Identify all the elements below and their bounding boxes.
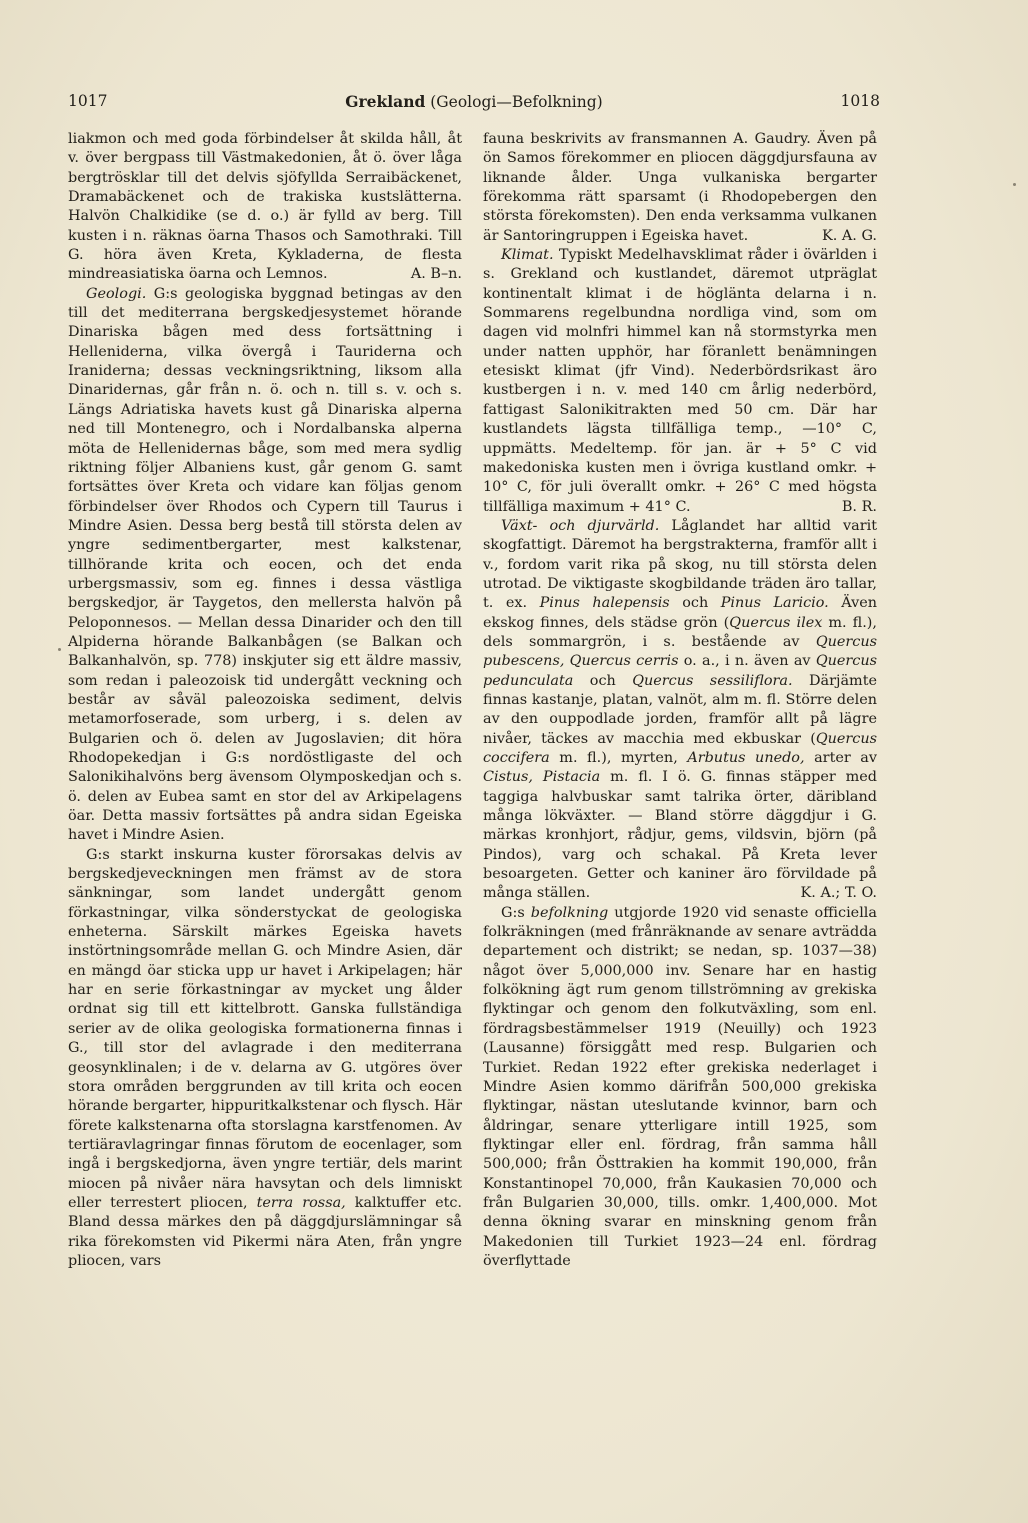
italic-term: terra rossa, bbox=[256, 1194, 346, 1211]
paragraph-population bbox=[483, 904, 877, 1272]
paragraph-text: Därjämte finnas kastanje, platan, valnöt, alm m. fl. Större delen av den ouppodlade jorden, framför allt på lägre nivåer, täckes av macchia med ekbuskar ( bbox=[483, 672, 877, 747]
paragraph-text: Typiskt Medelhavsklimat råder i övärlden i s. Grekland och kustlandet, däremot utpräglat kontinentalt klimat i de höglänta delarna i n. Sommarens regelbundna nordliga vind, som om dagen vid molnfri himmel kan nå stormstyrka men under natten upphör, har föranlett benämningen etesiskt klimat (jfr Vind). Nederbördsrikast äro kustbergen i n. v. med 140 cm årlig nederbörd, fattigast Salonikitrakten med 50 cm. Där har kustlandets lägsta tillfälliga temp., —10° C, uppmätts. Medeltemp. för jan. är + 5° C vid makedoniska kusten men i övriga kustland omkr. + 10° C, för juli överallt omkr. + 26° C med högsta tillfälliga maximum + 41° C. bbox=[483, 247, 877, 515]
paragraph-geography-continuation bbox=[68, 130, 462, 285]
paragraph-text: G:s bbox=[501, 904, 531, 921]
italic-term: Quercus sessiliflora. bbox=[632, 672, 793, 689]
paragraph-text: m. fl. I ö. G. finnas stäpper med taggiga halvbuskar samt talrika örter, däribland många lökväxter. — Bland större däggdjur i G. märkas kronhjort, rådjur, gems, vildsvin, björn (på Pindos), varg och schakal. På Kreta lever besoargeten. Getter och kaniner äro förvildade på många ställen. bbox=[483, 769, 877, 902]
right-column bbox=[483, 130, 877, 1271]
margin-speck bbox=[1013, 183, 1016, 186]
author-signature: B. R. bbox=[841, 498, 877, 515]
header-title-keyword: Grekland bbox=[345, 92, 426, 111]
italic-term: Quercus coccifera bbox=[483, 730, 877, 766]
paragraph-text: utgjorde 1920 vid senaste officiella folkräkningen (med frånräknande av senare avträdda departement och distrikt; se nedan, sp. 1037—38) något över 5,000,000 inv. Senare har en hastig folkökning ägt rum genom tillströmning av grekiska flyktingar och genom den folkutväxling, som enl. fördragsbestämmelser 1919 (Neuilly) och 1923 (Lausanne) försiggått med resp. Bulgarien och Turkiet. Redan 1922 efter grekiska nederlaget i Mindre Asien kommo därifrån 500,000 grekiska flyktingar, nästan uteslutande kvinnor, barn och åldringar, senare ytterligare intill 1925, som flyktingar eller enl. fördrag, från samma håll 500,000; från Östtrakien ha kommit 190,000, från Konstantinopel 70,000, från Kaukasien 70,000 och från Bulgarien 30,000, tills. omkr. 1,400,000. Mot denna ökning svarar en minskning genom från Makedonien till Turkiet 1923—24 enl. fördrag överflyttade bbox=[483, 904, 877, 1269]
paragraph-text: liakmon och med goda förbindelser åt skilda håll, åt v. över bergpass till Västmakedonien, åt ö. över låga bergtrösklar till det delvis sjöfyllda Serraibäckenet, Dramabäckenet och de trakiska kustslätterna. Halvön Chalkidike (se d. o.) är fylld av berg. Till kusten i n. räknas öarna Thasos och Samothraki. Till G. höra även Kreta, Kykladerna, de flesta mindreasiatiska öarna och Lemnos. bbox=[68, 131, 462, 283]
running-header bbox=[68, 92, 880, 114]
paragraph-geology-continuation bbox=[483, 130, 877, 246]
paragraph-text: och bbox=[573, 672, 633, 689]
paragraph-climate bbox=[483, 246, 877, 517]
section-heading-population: befolkning bbox=[530, 904, 609, 921]
author-signature: K. A. G. bbox=[822, 227, 877, 244]
margin-speck bbox=[58, 648, 61, 651]
header-title-subtitle: (Geologi—Befolkning) bbox=[425, 93, 603, 111]
page-number-right: 1018 bbox=[840, 92, 880, 110]
left-column bbox=[68, 130, 462, 1271]
header-title bbox=[68, 92, 880, 111]
paragraph-coasts bbox=[68, 846, 462, 1272]
paragraph-text: o. a., i n. även av bbox=[678, 653, 816, 670]
italic-term: Quercus ilex bbox=[729, 614, 823, 631]
paragraph-text: arter av bbox=[804, 750, 877, 766]
section-heading-flora-fauna: Växt- och djurvärld. bbox=[501, 517, 660, 534]
paragraph-text: m. fl.), myrten, bbox=[549, 750, 688, 766]
paragraph-text: Även ekskog finnes, dels städse grön ( bbox=[483, 595, 877, 631]
italic-term: Cistus, Pistacia bbox=[483, 769, 601, 786]
section-heading-geology: Geologi. bbox=[86, 285, 147, 302]
italic-term: Quercus pubescens, Quercus cerris bbox=[483, 633, 877, 670]
author-signature: K. A.; T. O. bbox=[800, 885, 877, 902]
italic-term: Arbutus unedo, bbox=[687, 750, 805, 766]
paragraph-text: G:s starkt inskurna kuster förorsakas delvis av bergskedjeveckningen men främst av de stora sänkningar, som landet undergått genom förkastningar, vilka sönderstyckat de geologiska enheterna. Särskilt märkes Egeiska havets instörtningsområde mellan G. och Mindre Asien, där en mängd öar sticka upp ur havet i Arkipelagen; här har en serie förkastningar av mycket ung ålder ordnat sig till ett kittelbrott. Ganska fullständiga serier av de olika geologiska formationerna finnas i G., till stor del avlagrade i den mediterrana geosynklinalen; i de v. delarna av G. utgöres över stora områden berggrunden av till krita och eocen hörande bergarter, hippuritkalkstenar och flysch. Här förete kalkstenarna ofta storslagna karstfenomen. Av tertiäravlagringar finnas förutom de eocenlager, som ingå i bergskedjorna, även yngre tertiär, dels marint miocen på nivåer nära havsytan och dels limniskt eller terrestert pliocen, bbox=[68, 846, 462, 1211]
paragraph-text: G:s geologiska byggnad betingas av den till det mediterrana bergskedjesystemet hörande Dinariska bågen med dess fortsättning i Helleniderna, vilka övergå i Tauriderna och Iraniderna; dessas veckningsriktning, liksom alla Dinaridernas, går från n. ö. och n. till s. v. och s. Längs Adriatiska havets kust gå Dinariska alperna ned till Montenegro, och i Nordalbanska alperna möta de Hellenidernas båge, som med mera sydlig riktning följer Albaniens kust, går genom G. samt fortsättes över Kreta och vidare kan följas genom förbindelser över Rhodos och Cypern till Taurus i Mindre Asien. Dessa berg bestå till största delen av yngre sedimentbergarter, mest kalkstenar, tillhörande krita och eocen, och det enda urbergsmassiv, som eg. finnes i dessa västliga bergskedjor, är Taygetos, den mellersta halvön på Peloponnesos. — Mellan dessa Dinarider och den till Alpiderna hörande Balkanbågen (se Balkan och Balkanhalvön, sp. 778) inskjuter sig ett äldre massiv, som redan i paleozoisk tid undergått veckning och består av såväl paleozoiska sediment, delvis metamorfoserade, som urberg, i s. delen av Bulgarien och ö. delen av Jugoslavien; dit höra Rhodopekedjan i G:s nordöstligaste del och Salonikihalvöns berg ävensom Olymposkedjan och s. ö. delen av Eubea samt en stor del av Arkipelagens öar. Detta massiv fortsättes på andra sidan Egeiska havet i Mindre Asien. bbox=[68, 285, 462, 844]
italic-term: Pinus Laricio. bbox=[720, 595, 829, 612]
paragraph-geology bbox=[68, 285, 462, 846]
paragraph-text: Låglandet har alltid varit skogfattigt. Däremot ha bergstrakterna, framför allt i v., fordom varit rika på skog, nu till största delen utrotad. De viktigaste skogbildande träden äro tallar, t. ex. bbox=[483, 517, 877, 612]
author-signature: A. B–n. bbox=[410, 266, 462, 283]
paragraph-flora-fauna bbox=[483, 517, 877, 904]
section-heading-climate: Klimat. bbox=[501, 247, 554, 264]
paragraph-text: och bbox=[669, 595, 721, 612]
italic-term: Pinus halepensis bbox=[539, 595, 670, 612]
paragraph-text: fauna beskrivits av fransmannen A. Gaudry. Även på ön Samos förekommer en pliocen däggdjursfauna av liknande ålder. Unga vulkaniska bergarter förekomma rätt sparsamt (i Rhodopebergen den största förekomsten). Den enda verksamma vulkanen är Santoringruppen i Egeiska havet. bbox=[483, 131, 877, 244]
page-number-left: 1017 bbox=[68, 92, 108, 110]
italic-term: Quercus pedunculata bbox=[483, 653, 877, 689]
paragraph-text: m. fl.), dels sommargrön, i s. bestående av bbox=[483, 614, 877, 650]
paragraph-text: kalktuffer etc. Bland dessa märkes den på däggdjurslämningar så rika förekomsten vid Pikermi nära Aten, från yngre pliocen, vars bbox=[68, 1194, 462, 1269]
